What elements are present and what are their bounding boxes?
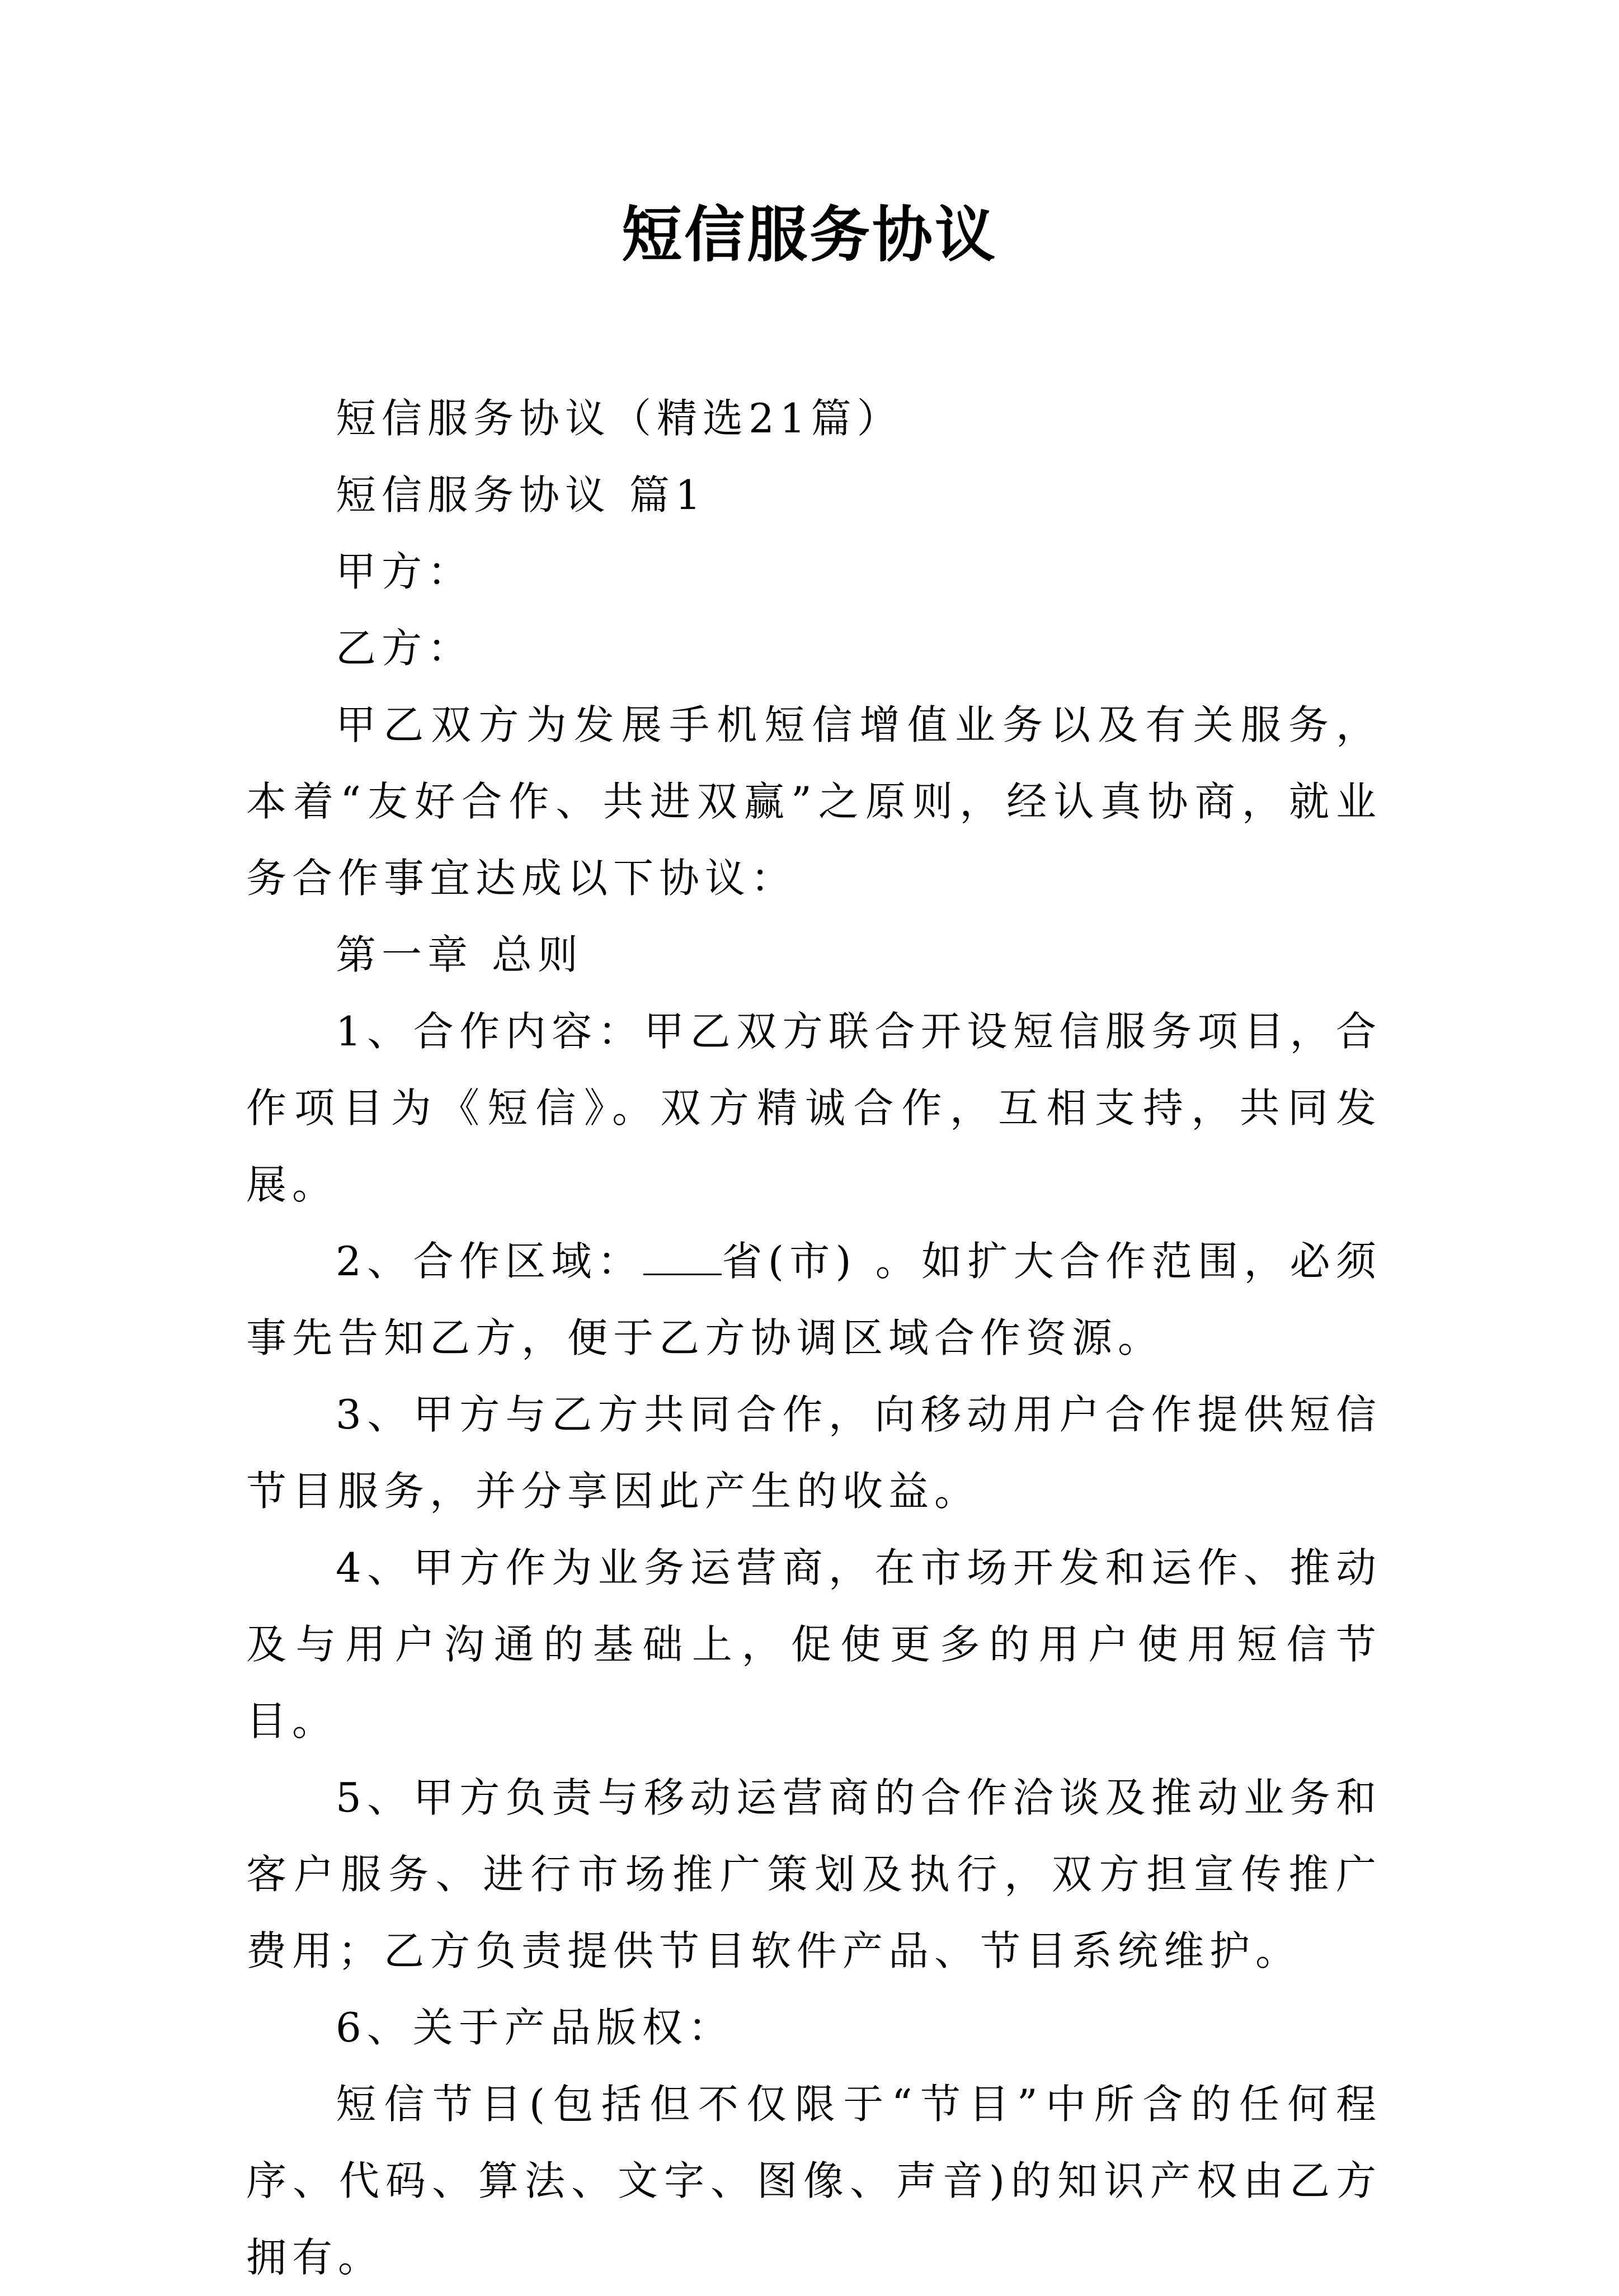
document-body [246,380,1382,2296]
paragraph: 4、甲方作为业务运营商，在市场开发和运作、推动及与用户沟通的基础上，促使更多的用户使用短信节目。 [246,1544,1382,1745]
paragraph: 1、合作内容：甲乙双方联合开设短信服务项目，合作项目为《短信》。双方精诚合作，互相支持，共同发展。 [246,1008,1382,1208]
blank-line [643,1240,722,1275]
document-title: 短信服务协议 [621,200,997,270]
paragraph: 3、甲方与乙方共同合作，向移动用户合作提供短信节目服务，并分享因此产生的收益。 [246,1391,1382,1515]
paragraph-text: 2、合作区域： [336,1238,644,1285]
paragraph: 短信服务协议 篇1 [336,472,707,518]
paragraph: 短信节目(包括但不仅限于“节目”中所含的任何程序、代码、算法、文字、图像、声音)的知识产权由乙方拥有。 [246,2081,1382,2281]
paragraph [246,1223,1382,1376]
paragraph-text: 省(市) 。如扩大合作范围，必须事先告知乙方，便于乙方协调区域合作资源。 [246,1238,1382,1361]
paragraph: 甲乙双方为发展手机短信增值业务以及有关服务，本着“友好合作、共进双赢”之原则，经认真协商，就业务合作事宜达成以下协议： [246,701,1382,902]
paragraph: 6、关于产品版权： [336,2004,734,2051]
paragraph: 短信服务协议（精选21篇） [336,395,903,442]
paragraph: 5、甲方负责与移动运营商的合作洽谈及推动业务和客户服务、进行市场推广策划及执行，双方担宣传推广费用；乙方负责提供节目软件产品、节目系统维护。 [246,1774,1382,1974]
paragraph: 乙方： [336,625,474,672]
paragraph: 第一章 总则 [336,931,583,978]
paragraph: 甲方： [336,548,474,595]
